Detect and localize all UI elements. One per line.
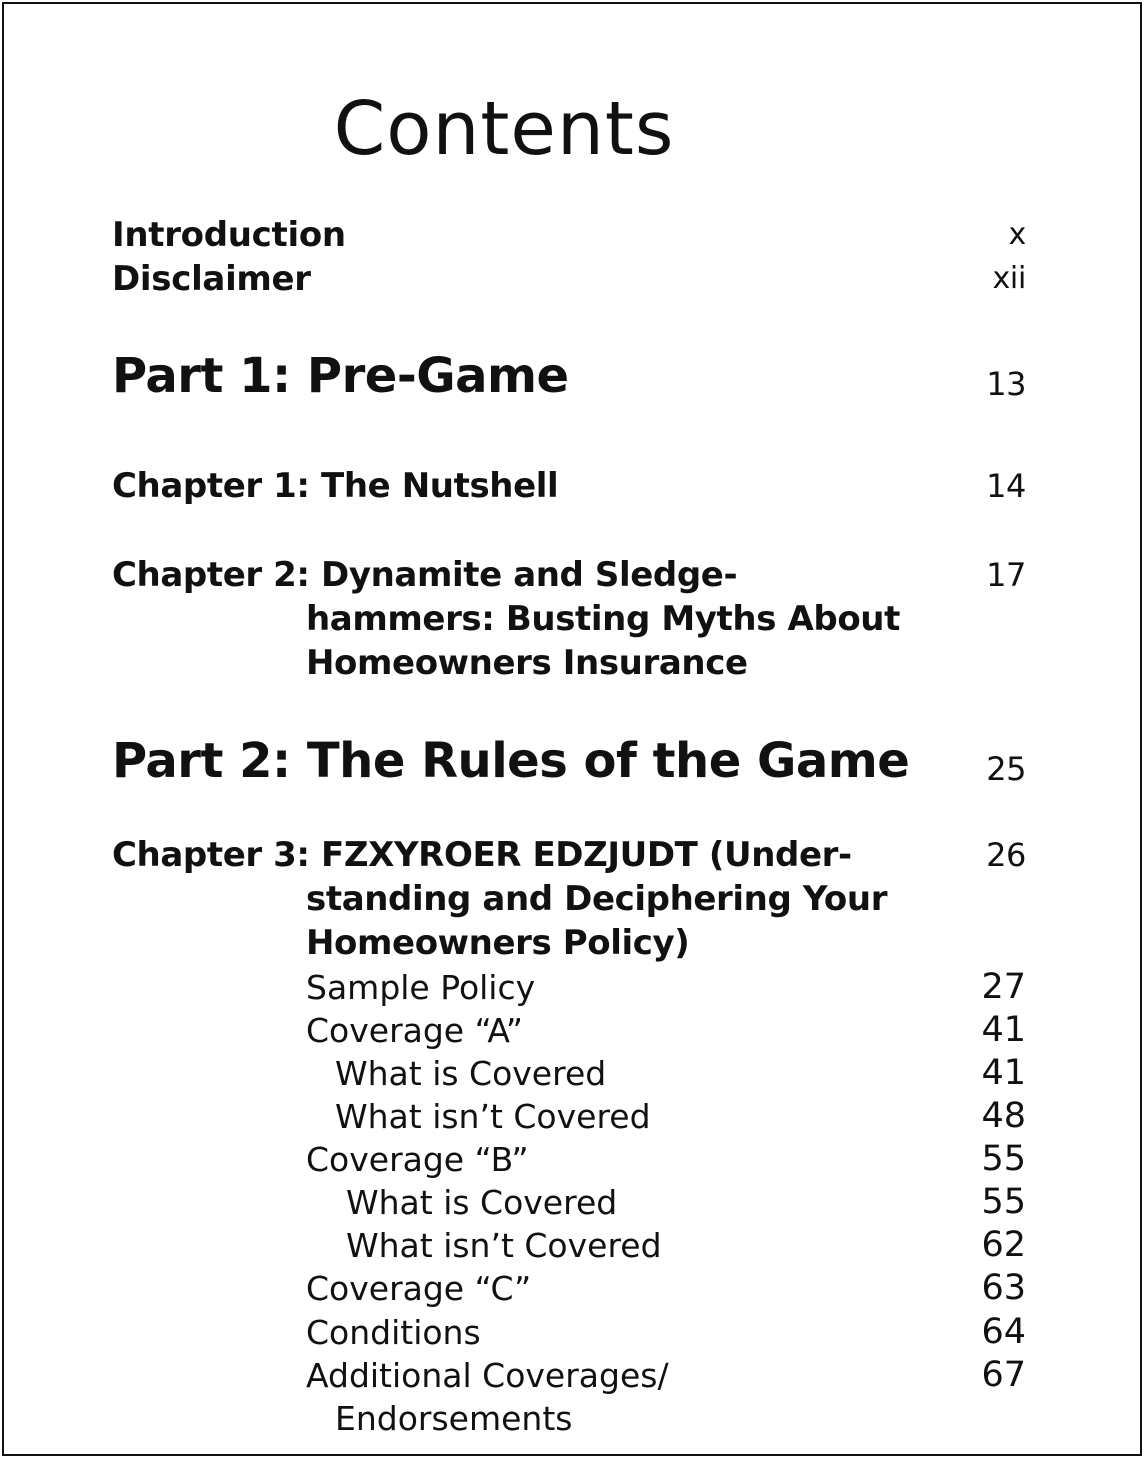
entry-label-line-1: Chapter 2: Dynamite and Sledge- [112, 555, 738, 595]
entry-label [306, 1354, 669, 1440]
entry-page-number: xii [992, 261, 1026, 296]
entry-label: Chapter 1: The Nutshell [112, 466, 559, 506]
entry-label-line-2: standing and Deciphering Your [306, 879, 888, 919]
entry-page-number: x [1008, 217, 1026, 252]
entry-page-number: 17 [986, 556, 1026, 594]
entry-label: What is Covered [346, 1183, 618, 1222]
entry-label: Coverage “B” [306, 1140, 529, 1179]
entry-label: Introduction [112, 215, 346, 255]
entry-label-line-2: Endorsements [335, 1399, 573, 1438]
entry-label: Conditions [306, 1313, 481, 1352]
entry-label: What isn’t Covered [346, 1226, 662, 1265]
entry-label: Coverage “C” [306, 1269, 532, 1308]
entry-page-number: 55 [981, 1182, 1026, 1222]
toc-page [2, 2, 1142, 1456]
entry-page-number: 25 [986, 750, 1026, 788]
entry-label [112, 553, 900, 685]
entry-label-line-1: Additional Coverages/ [306, 1356, 669, 1395]
entry-page-number: 64 [981, 1312, 1026, 1352]
entry-page-number: 48 [981, 1096, 1026, 1136]
entry-page-number: 55 [981, 1139, 1026, 1179]
entry-label: Coverage “A” [306, 1011, 524, 1050]
entry-page-number: 41 [981, 1010, 1026, 1050]
entry-page-number: 27 [981, 967, 1026, 1007]
entry-label-line-3: Homeowners Policy) [306, 923, 690, 963]
entry-page-number: 26 [986, 836, 1026, 874]
entry-label: What is Covered [335, 1054, 607, 1093]
entry-page-number: 62 [981, 1225, 1026, 1265]
entry-label-line-1: Chapter 3: FZXYROER EDZJUDT (Under- [112, 835, 852, 875]
entry-label: Sample Policy [306, 968, 536, 1007]
entry-label [112, 833, 887, 965]
entry-label: Part 1: Pre-Game [112, 348, 569, 404]
entry-label: What isn’t Covered [335, 1097, 651, 1136]
entry-label-line-3: Homeowners Insurance [306, 643, 748, 683]
entry-page-number: 13 [986, 365, 1026, 403]
entry-page-number: 14 [986, 467, 1026, 505]
entry-page-number: 67 [981, 1355, 1026, 1395]
entry-page-number: 63 [981, 1268, 1026, 1308]
entry-label: Disclaimer [112, 259, 311, 299]
entry-page-number: 41 [981, 1053, 1026, 1093]
page-title: Contents [333, 86, 675, 172]
entry-label-line-2: hammers: Busting Myths About [306, 599, 900, 639]
entry-label: Part 2: The Rules of the Game [112, 733, 910, 789]
